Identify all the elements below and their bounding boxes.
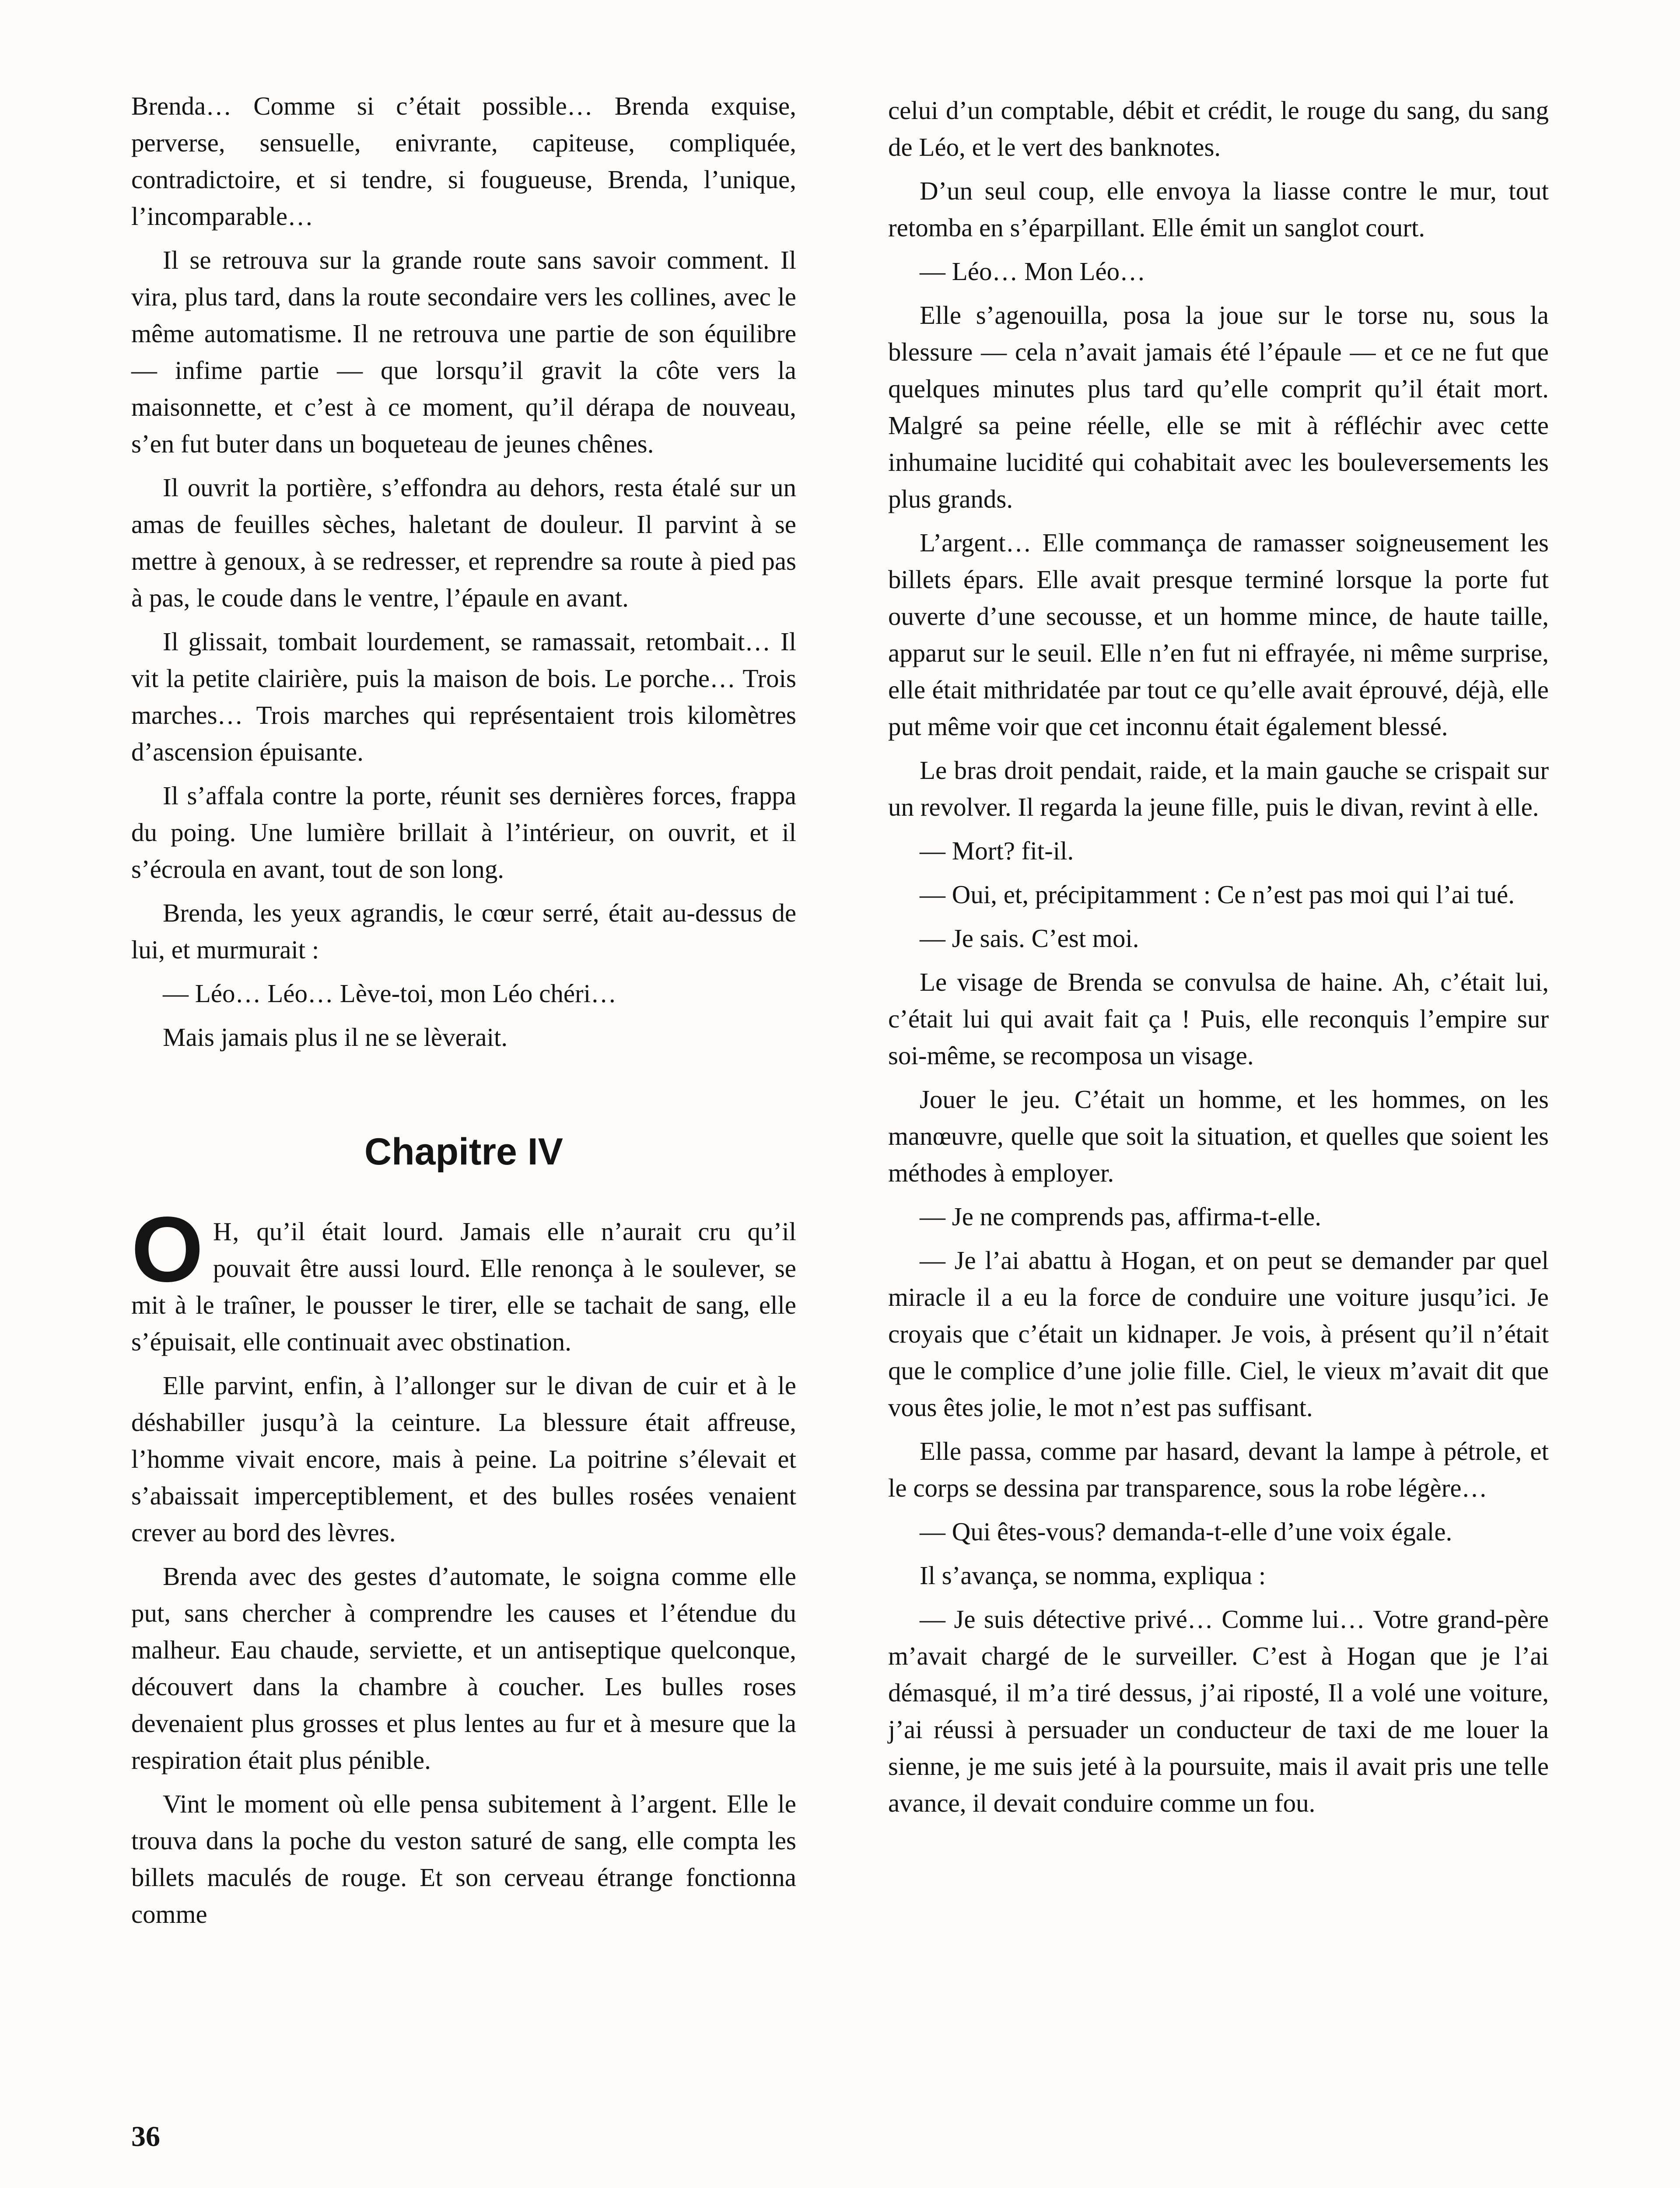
dialogue-line: — Je ne comprends pas, affirma-t-elle. bbox=[920, 1202, 1321, 1231]
page-number: 36 bbox=[131, 2121, 160, 2153]
paragraph: Il s’avança, se nomma, expliqua : bbox=[920, 1561, 1266, 1590]
paragraph: Il s’affala contre la porte, réunit ses dernières forces, frappa du poing. Une lumière brillait à l’intérieur, on ouvrit, et il s’écroula en avant, tout de son long. bbox=[131, 781, 796, 884]
paragraph: Brenda avec des gestes d’automate, le soigna comme elle put, sans chercher à comprendre les causes et l’étendue du malheur. Eau chaude, serviette, et un antiseptique quelconque, découvert dans la chambre à coucher. Les bulles roses devenaient plus grosses et plus lentes au fur et à mesure que la respiration était plus pénible. bbox=[131, 1562, 796, 1774]
paragraph: Le visage de Brenda se convulsa de haine. Ah, c’était lui, c’était lui qui avait fait ça ! Puis, elle reconquis l’empire sur soi-même, se recomposa un visage. bbox=[888, 968, 1549, 1070]
dialogue-line: — Je sais. C’est moi. bbox=[920, 924, 1139, 953]
opening-text: qu’il était lourd. Jamais elle n’aurait cru qu’il pouvait être aussi lourd. Elle renonça à le soulever, se mit à le traîner, le pousser le tirer, elle se tachait de sang, elle s’épuisait, elle continuait avec obstination. bbox=[131, 1217, 796, 1356]
paragraph-continuation: celui d’un comptable, débit et crédit, le rouge du sang, du sang de Léo, et le vert des banknotes. bbox=[888, 96, 1549, 161]
paragraph: Jouer le jeu. C’était un homme, et les hommes, on les manœuvre, quelle que soit la situation, et quelles que soient les méthodes à employer. bbox=[888, 1085, 1549, 1187]
paragraph: Il se retrouva sur la grande route sans savoir comment. Il vira, plus tard, dans la route secondaire vers les collines, avec le même automatisme. Il ne retrouva une partie de son équilibre — infime partie — que lorsqu’il gravit la côte vers la maisonnette, et c’est à ce moment, qu’il dérapa de nouveau, s’en fut buter dans un boqueteau de jeunes chênes. bbox=[131, 245, 796, 458]
paragraph: Elle s’agenouilla, posa la joue sur le torse nu, sous la blessure — cela n’avait jamais été l’épaule — et ce ne fut que quelques minutes plus tard qu’elle comprit qu’il était mort. Malgré sa peine réelle, elle se mit à réfléchir avec cette inhumaine lucidité qui cohabitait avec les bouleversements les plus grands. bbox=[888, 301, 1549, 513]
paragraph: Mais jamais plus il ne se lèverait. bbox=[163, 1023, 508, 1052]
paragraph: Le bras droit pendait, raide, et la main gauche se crispait sur un revolver. Il regarda la jeune fille, puis le divan, revint à elle. bbox=[888, 756, 1549, 821]
paragraph: Elle parvint, enfin, à l’allonger sur le divan de cuir et à le déshabiller jusqu’à la ceinture. La blessure était affreuse, l’homme vivait encore, mais à peine. La poitrine s’élevait et s’abaissait imperceptiblement, et des bulles rosées venaient crever au bord des lèvres. bbox=[131, 1371, 796, 1547]
chapter-title: Chapitre IV bbox=[364, 1131, 563, 1173]
right-column bbox=[888, 92, 1549, 1828]
paragraph: Vint le moment où elle pensa subitement à l’argent. Elle le trouva dans la poche du veston saturé de sang, elle compta les billets maculés de rouge. Et son cerveau étrange fonctionna comme bbox=[131, 1789, 796, 1929]
paragraph: Brenda… Comme si c’était possible… Brenda exquise, perverse, sensuelle, enivrante, capiteuse, compliquée, contradictoire, et si tendre, si fougueuse, Brenda, l’unique, l’incomparable… bbox=[131, 91, 796, 231]
dialogue-line: — Léo… Léo… Lève-toi, mon Léo chéri… bbox=[163, 979, 617, 1008]
paragraph: Elle passa, comme par hasard, devant la lampe à pétrole, et le corps se dessina par transparence, sous la robe légère… bbox=[888, 1437, 1549, 1502]
dialogue-line: — Qui êtes-vous? demanda-t-elle d’une voix égale. bbox=[920, 1517, 1452, 1546]
chapter-opening-paragraph bbox=[131, 1197, 796, 1360]
dialogue-line: — Je suis détective privé… Comme lui… Votre grand-père m’avait chargé de le surveiller. C’est à Hogan que je l’ai démasqué, il m’a tiré dessus, j’ai riposté, Il a volé une voiture, j’ai réussi à persuader un conducteur de taxi de me louer la sienne, je me suis jeté à la poursuite, mais il avait pris une telle avance, il devait conduire comme un fou. bbox=[888, 1605, 1549, 1817]
drop-cap-letter: O bbox=[131, 1197, 203, 1301]
left-column bbox=[131, 88, 796, 1939]
paragraph: Il ouvrit la portière, s’effondra au dehors, resta étalé sur un amas de feuilles sèches, haletant de douleur. Il parvint à se mettre à genoux, à se redresser, et reprendre sa route à pied pas à pas, le coude dans le ventre, l’épaule en avant. bbox=[131, 473, 796, 612]
dialogue-line: — Léo… Mon Léo… bbox=[920, 257, 1146, 286]
paragraph: Il glissait, tombait lourdement, se ramassait, retombait… Il vit la petite clairière, puis la maison de bois. Le porche… Trois marches… Trois marches qui représentaient trois kilomètres d’ascension épuisante. bbox=[131, 627, 796, 766]
opening-lead: H, bbox=[213, 1217, 240, 1246]
paragraph: Brenda, les yeux agrandis, le cœur serré, était au-dessus de lui, et murmurait : bbox=[131, 898, 796, 964]
paragraph: D’un seul coup, elle envoya la liasse contre le mur, tout retomba en s’éparpillant. Elle émit un sanglot court. bbox=[888, 176, 1549, 242]
dialogue-line: — Mort? fit-il. bbox=[920, 836, 1074, 865]
dialogue-line: — Oui, et, précipitamment : Ce n’est pas moi qui l’ai tué. bbox=[920, 880, 1515, 909]
paragraph: L’argent… Elle commança de ramasser soigneusement les billets épars. Elle avait presque terminé lorsque la porte fut ouverte d’une secousse, et un homme mince, de haute taille, apparut sur le seuil. Elle n’en fut ni effrayée, ni même surprise, elle était mithridatée par tout ce qu’elle avait éprouvé, déjà, elle put même voir que cet inconnu était également blessé. bbox=[888, 528, 1549, 741]
dialogue-line: — Je l’ai abattu à Hogan, et on peut se demander par quel miracle il a eu la force de conduire une voiture jusqu’ici. Je croyais que c’était un kidnaper. Je vois, à présent qu’il n’était que le complice d’une jolie fille. Ciel, le vieux m’avait dit que vous êtes jolie, le mot n’est pas suffisant. bbox=[888, 1246, 1549, 1422]
